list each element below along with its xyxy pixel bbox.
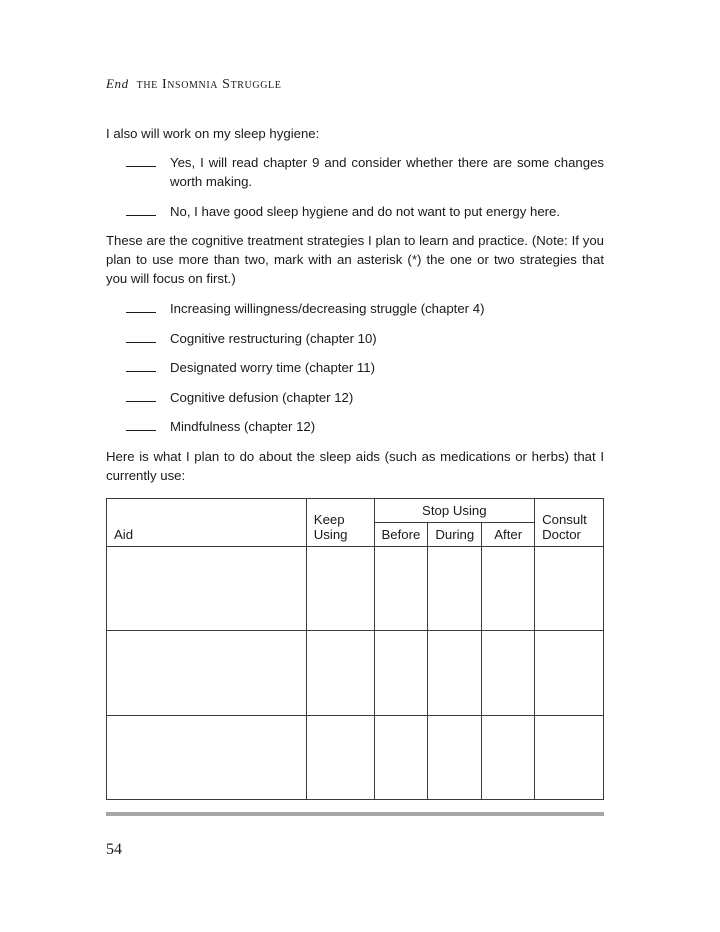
cell-during[interactable] — [428, 715, 482, 799]
strategy-mindfulness — [126, 417, 604, 436]
option-text: No, I have good sleep hygiene and do not want to put energy here. — [170, 203, 561, 219]
footer-rule — [106, 812, 604, 816]
header-before — [374, 523, 428, 547]
sleep-hygiene-option-no — [126, 202, 604, 221]
option-text: Yes, I will read chapter 9 and consider whether there are some changes worth making. — [170, 155, 604, 189]
cell-consult-doctor[interactable] — [535, 715, 604, 799]
cell-during[interactable] — [428, 631, 482, 715]
header-stop-using — [374, 499, 535, 523]
option-text: Cognitive defusion (chapter 12) — [170, 389, 354, 405]
cell-aid[interactable] — [107, 631, 307, 715]
cell-consult-doctor[interactable] — [535, 631, 604, 715]
check-blank[interactable] — [126, 417, 156, 431]
header-consult-label-2: Doctor — [542, 527, 581, 543]
page-number: 54 — [106, 841, 122, 858]
table-row — [107, 715, 604, 799]
header-keep-label-1: Keep — [313, 512, 345, 528]
cell-keep-using[interactable] — [306, 715, 374, 799]
cell-aid[interactable] — [107, 547, 307, 631]
cell-consult-doctor[interactable] — [535, 547, 604, 631]
cell-keep-using[interactable] — [306, 547, 374, 631]
check-blank[interactable] — [126, 202, 156, 216]
cell-aid[interactable] — [107, 715, 307, 799]
option-text: Designated worry time (chapter 11) — [170, 360, 375, 375]
strategy-willingness — [126, 299, 604, 318]
table-row — [107, 631, 604, 715]
header-aid — [107, 499, 307, 547]
cell-before[interactable] — [374, 631, 428, 715]
header-keep-using — [306, 499, 374, 547]
sleep-hygiene-intro: I also will work on my sleep hygiene: — [106, 126, 320, 141]
check-blank[interactable] — [126, 358, 156, 372]
header-during-label: During — [435, 527, 475, 543]
cell-after[interactable] — [482, 715, 535, 799]
cell-before[interactable] — [374, 715, 428, 799]
cell-keep-using[interactable] — [306, 631, 374, 715]
header-after — [482, 523, 535, 547]
header-before-label: Before — [381, 527, 421, 543]
strategy-restructuring — [126, 329, 604, 348]
strategy-worry-time — [126, 358, 604, 377]
check-blank[interactable] — [126, 329, 156, 343]
header-after-label: After — [494, 527, 523, 543]
cognitive-strategies-intro: These are the cognitive treatment strategies I plan to learn and practice. (Note: If you plan to use more than two, mark with an asterisk (*) the one or two strategies that you will focus on first.) — [106, 233, 604, 286]
running-head — [106, 76, 281, 93]
cell-after[interactable] — [482, 547, 535, 631]
sleep-aids-intro: Here is what I plan to do about the sleep aids (such as medications or herbs) that I currently use: — [106, 448, 604, 483]
page-body — [106, 124, 604, 485]
header-stop-label: Stop Using — [422, 503, 487, 519]
check-blank[interactable] — [126, 299, 156, 313]
header-consult-label-1: Consult — [542, 512, 587, 528]
option-text: Mindfulness (chapter 12) — [170, 419, 316, 434]
cell-after[interactable] — [482, 631, 535, 715]
header-keep-label-2: Using — [313, 527, 348, 543]
strategy-defusion — [126, 388, 604, 407]
cell-before[interactable] — [374, 547, 428, 631]
check-blank[interactable] — [126, 153, 156, 167]
check-blank[interactable] — [126, 388, 156, 402]
running-head-title: the Insomnia Struggle — [136, 77, 282, 92]
sleep-aids-table — [106, 498, 604, 800]
sleep-hygiene-option-yes — [126, 153, 604, 191]
header-consult-doctor — [535, 499, 604, 547]
header-during — [428, 523, 482, 547]
running-head-end-word: End — [106, 76, 129, 91]
header-aid-label: Aid — [114, 527, 134, 543]
option-text: Cognitive restructuring (chapter 10) — [170, 330, 377, 346]
table-row — [107, 547, 604, 631]
option-text: Increasing willingness/decreasing struggle (chapter 4) — [170, 301, 485, 316]
cell-during[interactable] — [428, 547, 482, 631]
